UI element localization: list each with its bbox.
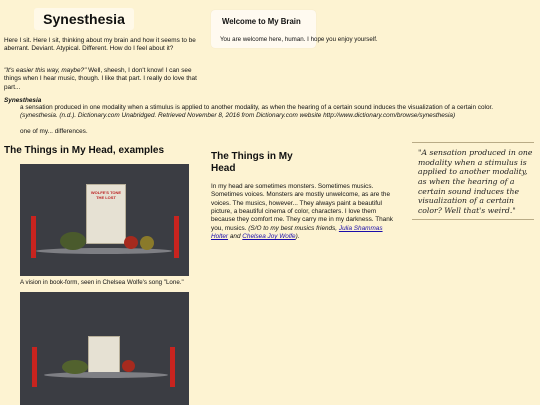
head-body: In my head are sometimes monsters. Sometimes musics. Sometimes voices. Monsters are mostly unwelcome, as are the voices. The musics, however... They always paint a beautiful picture, a beautiful cinema of color, characters. I love them because they comfort me. They carry me in my darkness. Thank you, musics. xyxy=(211,183,393,232)
things-heading: The Things in My Head, examples xyxy=(4,145,165,156)
photo-caption: A vision in book-form, seen in Chelsea Wolfe's song "Lone." xyxy=(20,279,184,286)
welcome-title: Welcome to My Brain xyxy=(222,17,301,26)
julia-holter-link[interactable]: Julia Shammas Holter xyxy=(211,224,383,240)
sensation-blockquote xyxy=(412,142,534,220)
candle-left xyxy=(32,347,37,387)
grapes xyxy=(62,360,88,374)
tray xyxy=(44,372,168,378)
head-credit-lead: (S/O to my best musics friends, xyxy=(248,224,338,232)
definition-term: Synesthesia xyxy=(4,97,42,104)
definition-body: a sensation produced in one modality when a stimulus is applied to another modality, as when the hearing of a certain sound induces the visualization of a certain color. xyxy=(20,104,494,111)
candle-right xyxy=(174,216,179,258)
welcome-card xyxy=(211,10,378,48)
book-photo-1 xyxy=(20,164,189,276)
welcome-text: You are welcome here, human. I hope you enjoy yourself. xyxy=(220,36,378,43)
apple xyxy=(124,236,138,249)
head-credit-end: ). xyxy=(295,232,300,240)
book-cover-text: WOLFE'S TONE THE LOST xyxy=(90,190,122,201)
pear xyxy=(140,236,154,250)
candle-left xyxy=(31,216,36,258)
quote-paragraph xyxy=(4,67,200,92)
head-heading: The Things in My Head xyxy=(211,151,293,174)
book-photo-2 xyxy=(20,292,189,405)
differences-text: one of my... differences. xyxy=(20,128,88,135)
tray xyxy=(36,248,172,254)
page-title: Synesthesia xyxy=(43,11,125,27)
head-credit-and: and xyxy=(229,232,241,240)
apple xyxy=(122,360,135,372)
chelsea-wolfe-link[interactable]: Chelsea Joy Wolfe xyxy=(242,232,296,240)
grapes xyxy=(60,232,86,250)
blockquote-text: "A sensation produced in one modality when a stimulus is applied to another modality, as when the hearing of a certain sound induces the visualization of a certain color? Well that's weird." xyxy=(418,148,533,215)
head-paragraph xyxy=(211,183,401,241)
book-image xyxy=(88,336,120,374)
page-title-box xyxy=(34,8,134,30)
intro-paragraph: Here I sit. Here I sit, thinking about my brain and how it seems to be aberrant. Deviant. Atypical. Different. How do I feel about it? xyxy=(4,37,196,53)
book-image xyxy=(86,184,126,244)
candle-right xyxy=(170,347,175,387)
quote-lead: "It's easier this way, maybe?" xyxy=(4,67,87,74)
definition-citation: (synesthesia. (n.d.). Dictionary.com Unabridged. Retrieved November 8, 2016 from Dictionary.com website http://www.dictionary.com/browse/synesthesia) xyxy=(20,112,456,119)
quote-rest: Well, sheesh, I don't know! I can see things when I hear music, though. I like that part. I really do love that part... xyxy=(4,67,197,91)
